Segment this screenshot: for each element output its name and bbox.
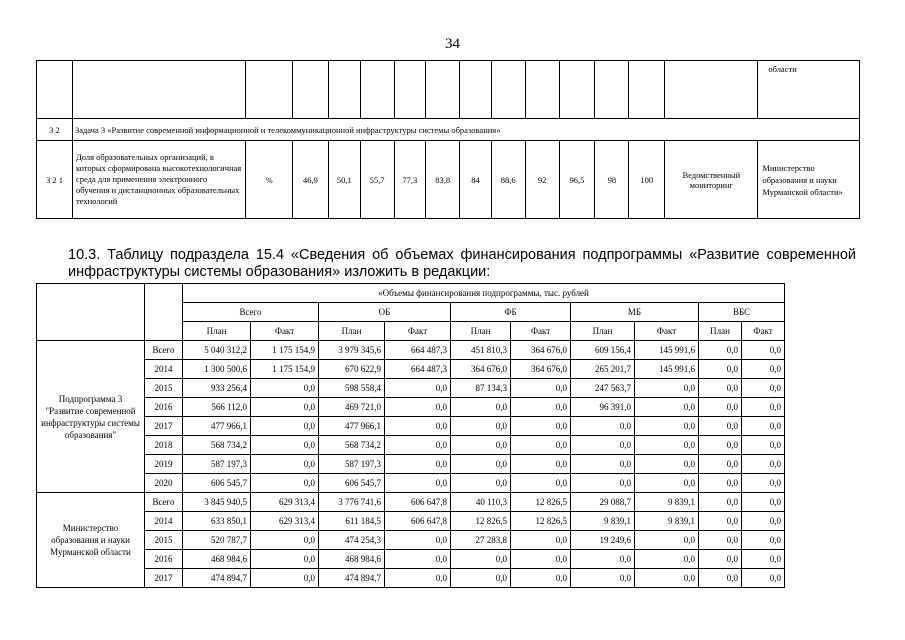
header-main: «Объемы финансирования подпрограммы, тыс. рублей xyxy=(183,284,785,303)
value-cell: 670 622,9 xyxy=(319,360,385,379)
value-cell: 0,0 xyxy=(385,531,451,550)
task-number: 3 2 xyxy=(37,119,73,141)
table-row xyxy=(37,61,860,119)
amendment-paragraph xyxy=(36,247,856,281)
value-cell: 12 826,5 xyxy=(511,512,571,531)
value-cell: 664 487,3 xyxy=(385,360,451,379)
value-cell: 3 979 345,6 xyxy=(319,341,385,360)
value-cell: 0,0 xyxy=(385,417,451,436)
year-cell: 2015 xyxy=(145,379,183,398)
indicator-value: 88,6 xyxy=(491,141,525,219)
value-cell: 0,0 xyxy=(511,550,571,569)
indicator-value: 92 xyxy=(525,141,559,219)
value-cell: 0,0 xyxy=(742,512,785,531)
value-cell: 0,0 xyxy=(571,436,635,455)
value-cell: 364 676,0 xyxy=(451,360,511,379)
value-cell: 1 175 154,9 xyxy=(251,341,319,360)
value-cell: 598 558,4 xyxy=(319,379,385,398)
value-cell: 0,0 xyxy=(699,455,742,474)
indicator-value: 84 xyxy=(460,141,492,219)
indicator-unit: % xyxy=(246,141,293,219)
value-cell: 0,0 xyxy=(451,550,511,569)
header-empty-cell xyxy=(37,284,145,341)
value-cell: 520 787,7 xyxy=(183,531,251,550)
group-header: ОБ xyxy=(319,303,451,322)
value-cell: 629 313,4 xyxy=(251,493,319,512)
sub-header: План xyxy=(699,322,742,341)
sub-header: Факт xyxy=(385,322,451,341)
value-cell: 0,0 xyxy=(699,474,742,493)
task-title: Задача 3 «Развитие современной информационной и телекоммуникационной инфраструктуры системы образования» xyxy=(72,119,859,141)
value-cell: 0,0 xyxy=(635,455,699,474)
block-label: Подпрограмма 3 "Развитие современной инфраструктуры системы образования" xyxy=(37,341,145,493)
page-number: 34 xyxy=(445,36,460,52)
header-empty-cell xyxy=(145,284,183,341)
value-cell: 0,0 xyxy=(451,455,511,474)
funding-table xyxy=(36,283,785,588)
value-cell: 9 839,1 xyxy=(571,512,635,531)
indicators-table xyxy=(36,60,860,219)
table-row xyxy=(37,417,785,436)
table-row xyxy=(37,569,785,588)
sub-header: Факт xyxy=(511,322,571,341)
value-cell: 0,0 xyxy=(385,474,451,493)
value-cell: 1 300 500,6 xyxy=(183,360,251,379)
year-cell: 2016 xyxy=(145,550,183,569)
value-cell: 0,0 xyxy=(699,341,742,360)
value-cell: 0,0 xyxy=(742,493,785,512)
group-header: ФБ xyxy=(451,303,571,322)
group-header: ВБС xyxy=(699,303,785,322)
value-cell: 364 676,0 xyxy=(511,341,571,360)
value-cell: 0,0 xyxy=(742,398,785,417)
table-row xyxy=(37,512,785,531)
value-cell: 568 734,2 xyxy=(319,436,385,455)
value-cell: 609 156,4 xyxy=(571,341,635,360)
value-cell: 0,0 xyxy=(742,455,785,474)
value-cell: 0,0 xyxy=(251,569,319,588)
value-cell: 96 391,0 xyxy=(571,398,635,417)
year-cell: 2017 xyxy=(145,569,183,588)
table-row xyxy=(37,455,785,474)
sub-header: Факт xyxy=(251,322,319,341)
value-cell: 611 184,5 xyxy=(319,512,385,531)
value-cell: 0,0 xyxy=(635,531,699,550)
indicator-value: 100 xyxy=(629,141,665,219)
table-row xyxy=(37,379,785,398)
paragraph-text: 10.3. Таблицу подраздела 15.4 «Сведения об объемах финансирования подпрограммы «Развитие современной инфраструктуры системы образования» изложить в редакции: xyxy=(68,247,856,280)
year-cell: 2015 xyxy=(145,531,183,550)
value-cell: 5 040 312,2 xyxy=(183,341,251,360)
value-cell: 0,0 xyxy=(385,398,451,417)
year-cell: 2020 xyxy=(145,474,183,493)
value-cell: 474 894,7 xyxy=(319,569,385,588)
table-row xyxy=(37,341,785,360)
value-cell: 0,0 xyxy=(742,417,785,436)
value-cell: 477 966,1 xyxy=(319,417,385,436)
value-cell: 0,0 xyxy=(699,569,742,588)
value-cell: 0,0 xyxy=(511,436,571,455)
value-cell: 0,0 xyxy=(251,379,319,398)
table-row xyxy=(37,531,785,550)
value-cell: 19 249,6 xyxy=(571,531,635,550)
value-cell: 629 313,4 xyxy=(251,512,319,531)
indicator-value: 96,5 xyxy=(559,141,595,219)
value-cell: 0,0 xyxy=(742,569,785,588)
value-cell: 0,0 xyxy=(635,569,699,588)
value-cell: 0,0 xyxy=(635,398,699,417)
value-cell: 0,0 xyxy=(451,474,511,493)
value-cell: 587 197,3 xyxy=(183,455,251,474)
value-cell: 0,0 xyxy=(385,436,451,455)
indicator-responsible: Министерство образования и науки Мурманской области» xyxy=(758,141,860,219)
value-cell: 0,0 xyxy=(451,398,511,417)
table-row xyxy=(37,493,785,512)
value-cell: 0,0 xyxy=(635,474,699,493)
continued-cell: области xyxy=(758,61,860,119)
indicator-value: 83,8 xyxy=(426,141,460,219)
value-cell: 0,0 xyxy=(511,398,571,417)
value-cell: 9 839,1 xyxy=(635,512,699,531)
value-cell: 0,0 xyxy=(699,493,742,512)
value-cell: 0,0 xyxy=(699,417,742,436)
value-cell: 0,0 xyxy=(742,360,785,379)
year-cell: Всего xyxy=(145,493,183,512)
value-cell: 0,0 xyxy=(251,436,319,455)
value-cell: 0,0 xyxy=(571,417,635,436)
value-cell: 247 563,7 xyxy=(571,379,635,398)
value-cell: 477 966,1 xyxy=(183,417,251,436)
value-cell: 0,0 xyxy=(385,379,451,398)
value-cell: 606 545,7 xyxy=(319,474,385,493)
value-cell: 0,0 xyxy=(699,398,742,417)
table-row xyxy=(37,436,785,455)
value-cell: 451 810,3 xyxy=(451,341,511,360)
value-cell: 566 112,0 xyxy=(183,398,251,417)
value-cell: 0,0 xyxy=(511,531,571,550)
value-cell: 0,0 xyxy=(251,474,319,493)
value-cell: 474 254,3 xyxy=(319,531,385,550)
value-cell: 0,0 xyxy=(511,455,571,474)
value-cell: 0,0 xyxy=(251,531,319,550)
value-cell: 0,0 xyxy=(635,550,699,569)
group-header: МБ xyxy=(571,303,699,322)
value-cell: 0,0 xyxy=(742,531,785,550)
value-cell: 0,0 xyxy=(451,436,511,455)
value-cell: 0,0 xyxy=(571,550,635,569)
sub-header: План xyxy=(319,322,385,341)
value-cell: 0,0 xyxy=(511,474,571,493)
value-cell: 3 845 940,5 xyxy=(183,493,251,512)
value-cell: 0,0 xyxy=(635,379,699,398)
value-cell: 0,0 xyxy=(385,569,451,588)
value-cell: 0,0 xyxy=(742,379,785,398)
value-cell: 0,0 xyxy=(699,360,742,379)
sub-header: План xyxy=(451,322,511,341)
value-cell: 0,0 xyxy=(571,569,635,588)
value-cell: 9 839,1 xyxy=(635,493,699,512)
indicator-value: 46,9 xyxy=(292,141,328,219)
indicator-source: Ведомственный мониторинг xyxy=(665,141,758,219)
value-cell: 27 283,8 xyxy=(451,531,511,550)
value-cell: 40 110,3 xyxy=(451,493,511,512)
year-cell: Всего xyxy=(145,341,183,360)
value-cell: 364 676,0 xyxy=(511,360,571,379)
indicator-value: 98 xyxy=(595,141,629,219)
value-cell: 0,0 xyxy=(385,455,451,474)
value-cell: 0,0 xyxy=(251,398,319,417)
value-cell: 606 647,8 xyxy=(385,493,451,512)
value-cell: 0,0 xyxy=(699,550,742,569)
table-row xyxy=(37,360,785,379)
value-cell: 3 776 741,6 xyxy=(319,493,385,512)
indicator-value: 55,7 xyxy=(360,141,394,219)
value-cell: 0,0 xyxy=(571,455,635,474)
value-cell: 0,0 xyxy=(699,436,742,455)
value-cell: 0,0 xyxy=(699,512,742,531)
value-cell: 0,0 xyxy=(742,550,785,569)
value-cell: 29 088,7 xyxy=(571,493,635,512)
year-cell: 2014 xyxy=(145,360,183,379)
value-cell: 568 734,2 xyxy=(183,436,251,455)
indicator-value: 50,1 xyxy=(328,141,360,219)
value-cell: 145 991,6 xyxy=(635,360,699,379)
indicator-row xyxy=(37,141,860,219)
value-cell: 265 201,7 xyxy=(571,360,635,379)
value-cell: 12 826,5 xyxy=(451,512,511,531)
indicator-name: Доля образовательных организаций, в которых сформирована высокотехнологичная среда для применения электронного обучения и дистанционных образовательных технологий xyxy=(72,141,245,219)
group-header: Всего xyxy=(183,303,319,322)
year-cell: 2014 xyxy=(145,512,183,531)
block-label: Министерство образования и науки Мурманской области xyxy=(37,493,145,588)
year-cell: 2016 xyxy=(145,398,183,417)
table-row xyxy=(37,550,785,569)
sub-header: Факт xyxy=(742,322,785,341)
value-cell: 0,0 xyxy=(742,436,785,455)
value-cell: 0,0 xyxy=(251,550,319,569)
table-row xyxy=(37,474,785,493)
value-cell: 469 721,0 xyxy=(319,398,385,417)
value-cell: 145 991,6 xyxy=(635,341,699,360)
sub-header: Факт xyxy=(635,322,699,341)
value-cell: 0,0 xyxy=(571,474,635,493)
task-row xyxy=(37,119,860,141)
value-cell: 0,0 xyxy=(251,417,319,436)
value-cell: 0,0 xyxy=(511,379,571,398)
header-row-main xyxy=(37,284,785,303)
value-cell: 468 984,6 xyxy=(319,550,385,569)
value-cell: 0,0 xyxy=(699,531,742,550)
value-cell: 87 134,3 xyxy=(451,379,511,398)
indicator-value: 77,3 xyxy=(394,141,426,219)
value-cell: 0,0 xyxy=(451,417,511,436)
value-cell: 474 894,7 xyxy=(183,569,251,588)
year-cell: 2018 xyxy=(145,436,183,455)
sub-header: План xyxy=(571,322,635,341)
value-cell: 0,0 xyxy=(635,436,699,455)
value-cell: 0,0 xyxy=(699,379,742,398)
value-cell: 0,0 xyxy=(385,550,451,569)
table-row xyxy=(37,398,785,417)
value-cell: 0,0 xyxy=(511,417,571,436)
value-cell: 633 850,1 xyxy=(183,512,251,531)
value-cell: 0,0 xyxy=(742,341,785,360)
year-cell: 2019 xyxy=(145,455,183,474)
value-cell: 1 175 154,9 xyxy=(251,360,319,379)
year-cell: 2017 xyxy=(145,417,183,436)
value-cell: 0,0 xyxy=(251,455,319,474)
value-cell: 587 197,3 xyxy=(319,455,385,474)
indicator-number: 3 2 1 xyxy=(37,141,73,219)
value-cell: 606 545,7 xyxy=(183,474,251,493)
value-cell: 0,0 xyxy=(742,474,785,493)
value-cell: 0,0 xyxy=(451,569,511,588)
value-cell: 606 647,8 xyxy=(385,512,451,531)
value-cell: 933 256,4 xyxy=(183,379,251,398)
value-cell: 664 487,3 xyxy=(385,341,451,360)
value-cell: 0,0 xyxy=(511,569,571,588)
value-cell: 468 984,6 xyxy=(183,550,251,569)
value-cell: 0,0 xyxy=(635,417,699,436)
sub-header: План xyxy=(183,322,251,341)
value-cell: 12 826,5 xyxy=(511,493,571,512)
